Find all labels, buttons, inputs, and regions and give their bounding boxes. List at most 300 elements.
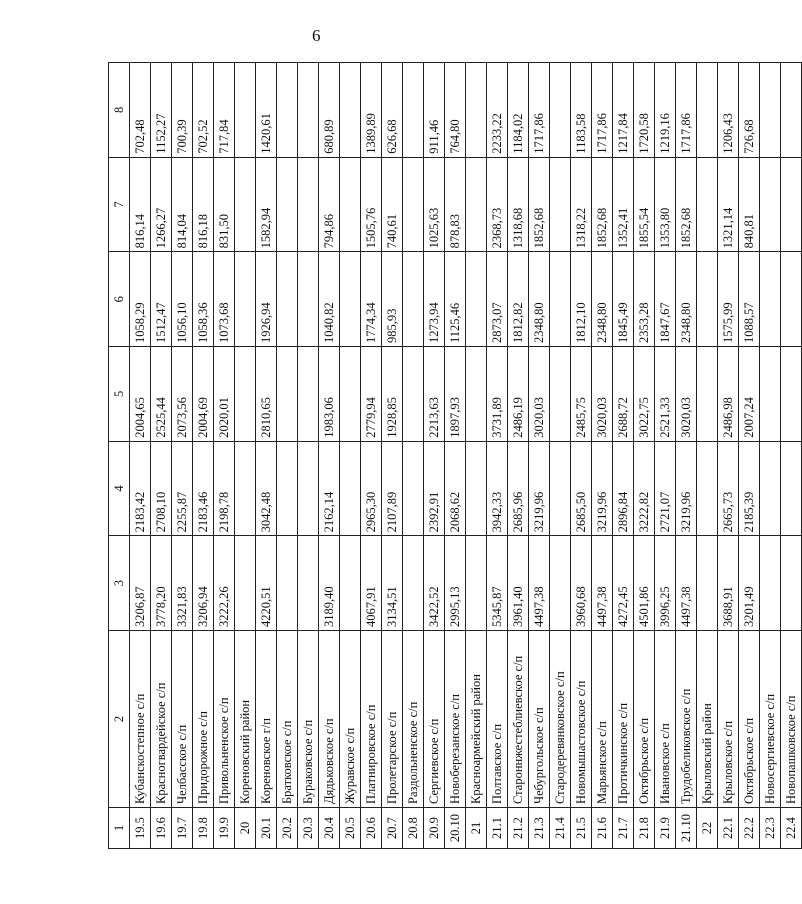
row-number-cell: 21.2 — [508, 808, 529, 849]
settlement-name-cell: Староннжестеблиевское с/п — [508, 631, 529, 808]
value-cell — [550, 536, 571, 631]
value-cell: 3042,48 — [256, 441, 277, 536]
value-cell: 2995,13 — [445, 536, 466, 631]
value-cell — [781, 347, 802, 442]
value-cell: 1088,57 — [739, 252, 760, 347]
value-cell — [781, 252, 802, 347]
column-header: 3 — [109, 536, 130, 631]
value-cell: 3020,03 — [592, 347, 613, 442]
value-cell: 3206,87 — [130, 536, 151, 631]
row-number-cell: 21 — [466, 808, 487, 849]
value-cell: 2392,91 — [424, 441, 445, 536]
column-header: 7 — [109, 157, 130, 252]
settlement-name-cell: Крыловское с/п — [718, 631, 739, 808]
value-cell: 1217,84 — [613, 63, 634, 158]
value-cell — [403, 63, 424, 158]
row-number-cell: 20.4 — [319, 808, 340, 849]
value-cell: 1812,10 — [571, 252, 592, 347]
settlement-name-cell: Новосергиевское с/п — [760, 631, 781, 808]
value-cell: 814,04 — [172, 157, 193, 252]
value-cell: 1058,36 — [193, 252, 214, 347]
table-row — [445, 63, 466, 849]
value-cell: 626,68 — [382, 63, 403, 158]
value-cell: 840,81 — [739, 157, 760, 252]
value-cell: 4067,91 — [361, 536, 382, 631]
value-cell — [466, 441, 487, 536]
row-number-cell: 19.6 — [151, 808, 172, 849]
row-number-cell: 21.9 — [655, 808, 676, 849]
row-number-cell: 20 — [235, 808, 256, 849]
value-cell: 2073,56 — [172, 347, 193, 442]
value-cell: 3020,03 — [676, 347, 697, 442]
value-cell — [403, 441, 424, 536]
settlement-name-cell: Привольненское с/п — [214, 631, 235, 808]
value-cell: 1505,76 — [361, 157, 382, 252]
value-cell — [235, 347, 256, 442]
value-cell: 3206,94 — [193, 536, 214, 631]
value-cell — [340, 252, 361, 347]
value-cell: 1183,58 — [571, 63, 592, 158]
value-cell — [697, 441, 718, 536]
value-cell: 816,14 — [130, 157, 151, 252]
settlement-name-cell: Пролетарское с/п — [382, 631, 403, 808]
value-cell: 1852,68 — [592, 157, 613, 252]
value-cell: 1512,47 — [151, 252, 172, 347]
table-row — [403, 63, 424, 849]
value-cell: 3020,03 — [529, 347, 550, 442]
table-row — [739, 63, 760, 849]
value-cell — [298, 252, 319, 347]
value-cell: 2721,07 — [655, 441, 676, 536]
value-cell — [298, 536, 319, 631]
value-cell: 1184,02 — [508, 63, 529, 158]
value-cell: 2965,30 — [361, 441, 382, 536]
row-number-cell: 19.9 — [214, 808, 235, 849]
value-cell: 3961,40 — [508, 536, 529, 631]
row-number-cell: 20.5 — [340, 808, 361, 849]
value-cell: 794,86 — [319, 157, 340, 252]
value-cell — [403, 157, 424, 252]
value-cell — [403, 536, 424, 631]
row-number-cell: 20.9 — [424, 808, 445, 849]
settlement-name-cell: Марьянское с/п — [592, 631, 613, 808]
table-row — [571, 63, 592, 849]
settlement-name-cell: Придорожное с/п — [193, 631, 214, 808]
value-cell — [340, 63, 361, 158]
value-cell: 985,93 — [382, 252, 403, 347]
value-cell — [466, 63, 487, 158]
value-cell: 2810,65 — [256, 347, 277, 442]
value-cell: 2896,84 — [613, 441, 634, 536]
value-cell: 2353,28 — [634, 252, 655, 347]
row-number-cell: 21.8 — [634, 808, 655, 849]
row-number-cell: 20.8 — [403, 808, 424, 849]
value-cell: 2255,87 — [172, 441, 193, 536]
value-cell — [550, 157, 571, 252]
value-cell: 1318,22 — [571, 157, 592, 252]
value-cell: 2779,94 — [361, 347, 382, 442]
value-cell — [298, 347, 319, 442]
value-cell: 3960,68 — [571, 536, 592, 631]
value-cell: 2486,98 — [718, 347, 739, 442]
value-cell — [697, 157, 718, 252]
value-cell: 2004,69 — [193, 347, 214, 442]
value-cell: 1774,34 — [361, 252, 382, 347]
table-row — [550, 63, 571, 849]
value-cell: 2708,10 — [151, 441, 172, 536]
column-header: 2 — [109, 631, 130, 808]
value-cell: 1855,54 — [634, 157, 655, 252]
value-cell: 700,39 — [172, 63, 193, 158]
column-header: 8 — [109, 63, 130, 158]
value-cell — [760, 347, 781, 442]
value-cell: 1353,80 — [655, 157, 676, 252]
page-number: 6 — [312, 26, 321, 45]
value-cell — [466, 252, 487, 347]
table-row — [382, 63, 403, 849]
value-cell: 1273,94 — [424, 252, 445, 347]
table-row — [697, 63, 718, 849]
value-cell: 1717,86 — [592, 63, 613, 158]
value-cell — [550, 63, 571, 158]
row-number-cell: 20.7 — [382, 808, 403, 849]
value-cell: 2665,73 — [718, 441, 739, 536]
settlement-name-cell: Красноармейский район — [466, 631, 487, 808]
settlement-name-cell: Октябрьское с/п — [634, 631, 655, 808]
table-row — [634, 63, 655, 849]
settlement-name-cell: Сергиевское с/п — [424, 631, 445, 808]
settlement-name-cell: Трудобеликовское с/п — [676, 631, 697, 808]
value-cell: 831,50 — [214, 157, 235, 252]
table-row — [256, 63, 277, 849]
table-row — [508, 63, 529, 849]
value-cell — [340, 157, 361, 252]
value-cell: 2485,75 — [571, 347, 592, 442]
row-number-cell: 20.3 — [298, 808, 319, 849]
value-cell: 3996,25 — [655, 536, 676, 631]
value-cell: 2107,89 — [382, 441, 403, 536]
settlement-name-cell: Бураковское с/п — [298, 631, 319, 808]
value-cell: 2004,65 — [130, 347, 151, 442]
value-cell — [760, 536, 781, 631]
table-row — [214, 63, 235, 849]
row-number-cell: 20.10 — [445, 808, 466, 849]
value-cell — [466, 157, 487, 252]
value-cell: 2685,50 — [571, 441, 592, 536]
row-number-cell: 21.3 — [529, 808, 550, 849]
value-cell: 3222,82 — [634, 441, 655, 536]
settlement-name-cell: Октябрьское с/п — [739, 631, 760, 808]
value-cell — [781, 441, 802, 536]
value-cell: 3201,49 — [739, 536, 760, 631]
value-cell — [277, 157, 298, 252]
value-cell: 2213,63 — [424, 347, 445, 442]
value-cell: 702,48 — [130, 63, 151, 158]
table-row — [235, 63, 256, 849]
value-cell: 3219,96 — [676, 441, 697, 536]
settlement-name-cell: Журавское с/п — [340, 631, 361, 808]
row-number-cell: 21.5 — [571, 808, 592, 849]
settlement-name-cell: Братковское с/п — [277, 631, 298, 808]
value-cell: 1845,49 — [613, 252, 634, 347]
table-row — [298, 63, 319, 849]
value-cell — [235, 157, 256, 252]
value-cell: 1852,68 — [676, 157, 697, 252]
value-cell: 3422,52 — [424, 536, 445, 631]
value-cell — [697, 63, 718, 158]
table-row — [172, 63, 193, 849]
value-cell: 1847,67 — [655, 252, 676, 347]
value-cell — [781, 536, 802, 631]
value-cell: 1125,46 — [445, 252, 466, 347]
value-cell — [277, 252, 298, 347]
row-number-cell: 22.1 — [718, 808, 739, 849]
value-cell — [340, 441, 361, 536]
value-cell: 726,68 — [739, 63, 760, 158]
value-cell: 911,46 — [424, 63, 445, 158]
value-cell: 4501,86 — [634, 536, 655, 631]
table-row — [676, 63, 697, 849]
value-cell: 1720,58 — [634, 63, 655, 158]
column-header: 4 — [109, 441, 130, 536]
settlement-name-cell: Красногвардейское с/п — [151, 631, 172, 808]
value-cell: 1717,86 — [529, 63, 550, 158]
value-cell: 1983,06 — [319, 347, 340, 442]
value-cell: 3778,20 — [151, 536, 172, 631]
value-cell — [466, 347, 487, 442]
row-number-cell: 19.5 — [130, 808, 151, 849]
value-cell: 3022,75 — [634, 347, 655, 442]
value-cell — [340, 536, 361, 631]
value-cell: 3321,83 — [172, 536, 193, 631]
table-row — [760, 63, 781, 849]
value-cell: 878,83 — [445, 157, 466, 252]
value-cell: 4497,38 — [529, 536, 550, 631]
value-cell — [277, 441, 298, 536]
settlement-name-cell: Новопашковское с/п — [781, 631, 802, 808]
value-cell — [760, 252, 781, 347]
value-cell: 1420,61 — [256, 63, 277, 158]
value-cell — [277, 536, 298, 631]
row-number-cell: 21.7 — [613, 808, 634, 849]
settlement-name-cell: Новомышастовское с/п — [571, 631, 592, 808]
value-cell — [697, 252, 718, 347]
value-cell: 680,89 — [319, 63, 340, 158]
settlement-name-cell: Челбасское с/п — [172, 631, 193, 808]
value-cell: 1321,14 — [718, 157, 739, 252]
value-cell: 1219,16 — [655, 63, 676, 158]
value-cell — [235, 536, 256, 631]
value-cell: 2233,22 — [487, 63, 508, 158]
value-cell: 3942,33 — [487, 441, 508, 536]
table-body — [109, 63, 802, 849]
value-cell: 2348,80 — [592, 252, 613, 347]
value-cell: 2068,62 — [445, 441, 466, 536]
value-cell: 1073,68 — [214, 252, 235, 347]
value-cell: 816,18 — [193, 157, 214, 252]
settlement-name-cell: Платнировское с/п — [361, 631, 382, 808]
value-cell: 5345,87 — [487, 536, 508, 631]
table-row — [130, 63, 151, 849]
settlement-name-cell: Раздольненское с/п — [403, 631, 424, 808]
table-row — [319, 63, 340, 849]
value-cell: 2007,24 — [739, 347, 760, 442]
value-cell — [298, 157, 319, 252]
value-cell: 1266,27 — [151, 157, 172, 252]
table-row — [781, 63, 802, 849]
value-cell: 3134,51 — [382, 536, 403, 631]
value-cell — [781, 63, 802, 158]
settlement-name-cell: Кореновское г/п — [256, 631, 277, 808]
row-number-cell: 22.3 — [760, 808, 781, 849]
value-cell: 3219,96 — [529, 441, 550, 536]
value-cell: 1812,82 — [508, 252, 529, 347]
value-cell — [697, 536, 718, 631]
value-cell: 4220,51 — [256, 536, 277, 631]
value-cell — [403, 252, 424, 347]
value-cell: 3222,26 — [214, 536, 235, 631]
value-cell: 2198,78 — [214, 441, 235, 536]
settlement-name-cell: Новоберезанское с/п — [445, 631, 466, 808]
row-number-cell: 22 — [697, 808, 718, 849]
row-number-cell: 22.4 — [781, 808, 802, 849]
value-cell: 1040,82 — [319, 252, 340, 347]
settlement-name-cell: Дядьковское с/п — [319, 631, 340, 808]
settlement-name-cell: Стародеревянковское с/п — [550, 631, 571, 808]
row-number-cell: 21.6 — [592, 808, 613, 849]
value-cell — [277, 347, 298, 442]
table-row — [529, 63, 550, 849]
value-cell — [466, 536, 487, 631]
table-row — [487, 63, 508, 849]
value-cell — [403, 347, 424, 442]
value-cell — [340, 347, 361, 442]
row-number-cell: 19.8 — [193, 808, 214, 849]
table-row — [718, 63, 739, 849]
value-cell: 1056,10 — [172, 252, 193, 347]
settlement-name-cell: Ивановское с/п — [655, 631, 676, 808]
row-number-cell: 21.10 — [676, 808, 697, 849]
rotated-table-container — [108, 62, 798, 849]
value-cell: 2685,96 — [508, 441, 529, 536]
settlement-name-cell: Кубанскостепное с/п — [130, 631, 151, 808]
value-cell: 1928,85 — [382, 347, 403, 442]
table-row — [193, 63, 214, 849]
value-cell: 702,52 — [193, 63, 214, 158]
value-cell: 717,84 — [214, 63, 235, 158]
row-number-cell: 21.1 — [487, 808, 508, 849]
table-header-row — [109, 63, 130, 849]
value-cell — [760, 157, 781, 252]
value-cell — [550, 347, 571, 442]
value-cell: 1152,27 — [151, 63, 172, 158]
value-cell: 3219,96 — [592, 441, 613, 536]
value-cell — [760, 441, 781, 536]
value-cell: 3688,91 — [718, 536, 739, 631]
table-row — [592, 63, 613, 849]
value-cell: 1206,43 — [718, 63, 739, 158]
value-cell: 2185,39 — [739, 441, 760, 536]
value-cell: 4497,38 — [592, 536, 613, 631]
column-header: 5 — [109, 347, 130, 442]
value-cell: 1389,89 — [361, 63, 382, 158]
table-row — [424, 63, 445, 849]
value-cell — [235, 252, 256, 347]
column-header: 6 — [109, 252, 130, 347]
value-cell — [781, 157, 802, 252]
value-cell: 1926,94 — [256, 252, 277, 347]
value-cell: 3189,40 — [319, 536, 340, 631]
value-cell: 2348,80 — [676, 252, 697, 347]
value-cell: 1025,63 — [424, 157, 445, 252]
value-cell: 2183,46 — [193, 441, 214, 536]
value-cell: 740,61 — [382, 157, 403, 252]
row-number-cell: 22.2 — [739, 808, 760, 849]
value-cell: 2486,19 — [508, 347, 529, 442]
settlement-name-cell: Чебургольское с/п — [529, 631, 550, 808]
value-cell — [235, 63, 256, 158]
value-cell — [235, 441, 256, 536]
value-cell — [697, 347, 718, 442]
value-cell — [550, 441, 571, 536]
tariff-table — [108, 62, 802, 849]
value-cell: 4272,45 — [613, 536, 634, 631]
value-cell: 1058,29 — [130, 252, 151, 347]
value-cell: 4497,38 — [676, 536, 697, 631]
value-cell: 764,80 — [445, 63, 466, 158]
settlement-name-cell: Протичкинское с/п — [613, 631, 634, 808]
value-cell: 1318,68 — [508, 157, 529, 252]
table-row — [655, 63, 676, 849]
row-number-cell: 20.6 — [361, 808, 382, 849]
value-cell: 2183,42 — [130, 441, 151, 536]
row-number-cell: 19.7 — [172, 808, 193, 849]
value-cell: 2368,73 — [487, 157, 508, 252]
value-cell: 1582,94 — [256, 157, 277, 252]
settlement-name-cell: Полтавское с/п — [487, 631, 508, 808]
value-cell — [298, 441, 319, 536]
column-header: 1 — [109, 808, 130, 849]
value-cell — [277, 63, 298, 158]
row-number-cell: 20.2 — [277, 808, 298, 849]
value-cell: 1352,41 — [613, 157, 634, 252]
table-row — [340, 63, 361, 849]
row-number-cell: 20.1 — [256, 808, 277, 849]
row-number-cell: 21.4 — [550, 808, 571, 849]
value-cell — [298, 63, 319, 158]
value-cell: 2525,44 — [151, 347, 172, 442]
value-cell — [550, 252, 571, 347]
table-row — [613, 63, 634, 849]
value-cell: 2020,01 — [214, 347, 235, 442]
value-cell: 3731,89 — [487, 347, 508, 442]
table-row — [277, 63, 298, 849]
table-row — [151, 63, 172, 849]
value-cell: 2521,33 — [655, 347, 676, 442]
value-cell: 2348,80 — [529, 252, 550, 347]
value-cell: 1897,93 — [445, 347, 466, 442]
value-cell: 1717,86 — [676, 63, 697, 158]
value-cell: 2162,14 — [319, 441, 340, 536]
table-row — [466, 63, 487, 849]
value-cell: 2688,72 — [613, 347, 634, 442]
table-row — [361, 63, 382, 849]
value-cell: 1852,68 — [529, 157, 550, 252]
value-cell — [760, 63, 781, 158]
value-cell: 2873,07 — [487, 252, 508, 347]
value-cell: 1575,99 — [718, 252, 739, 347]
settlement-name-cell: Крыловский район — [697, 631, 718, 808]
